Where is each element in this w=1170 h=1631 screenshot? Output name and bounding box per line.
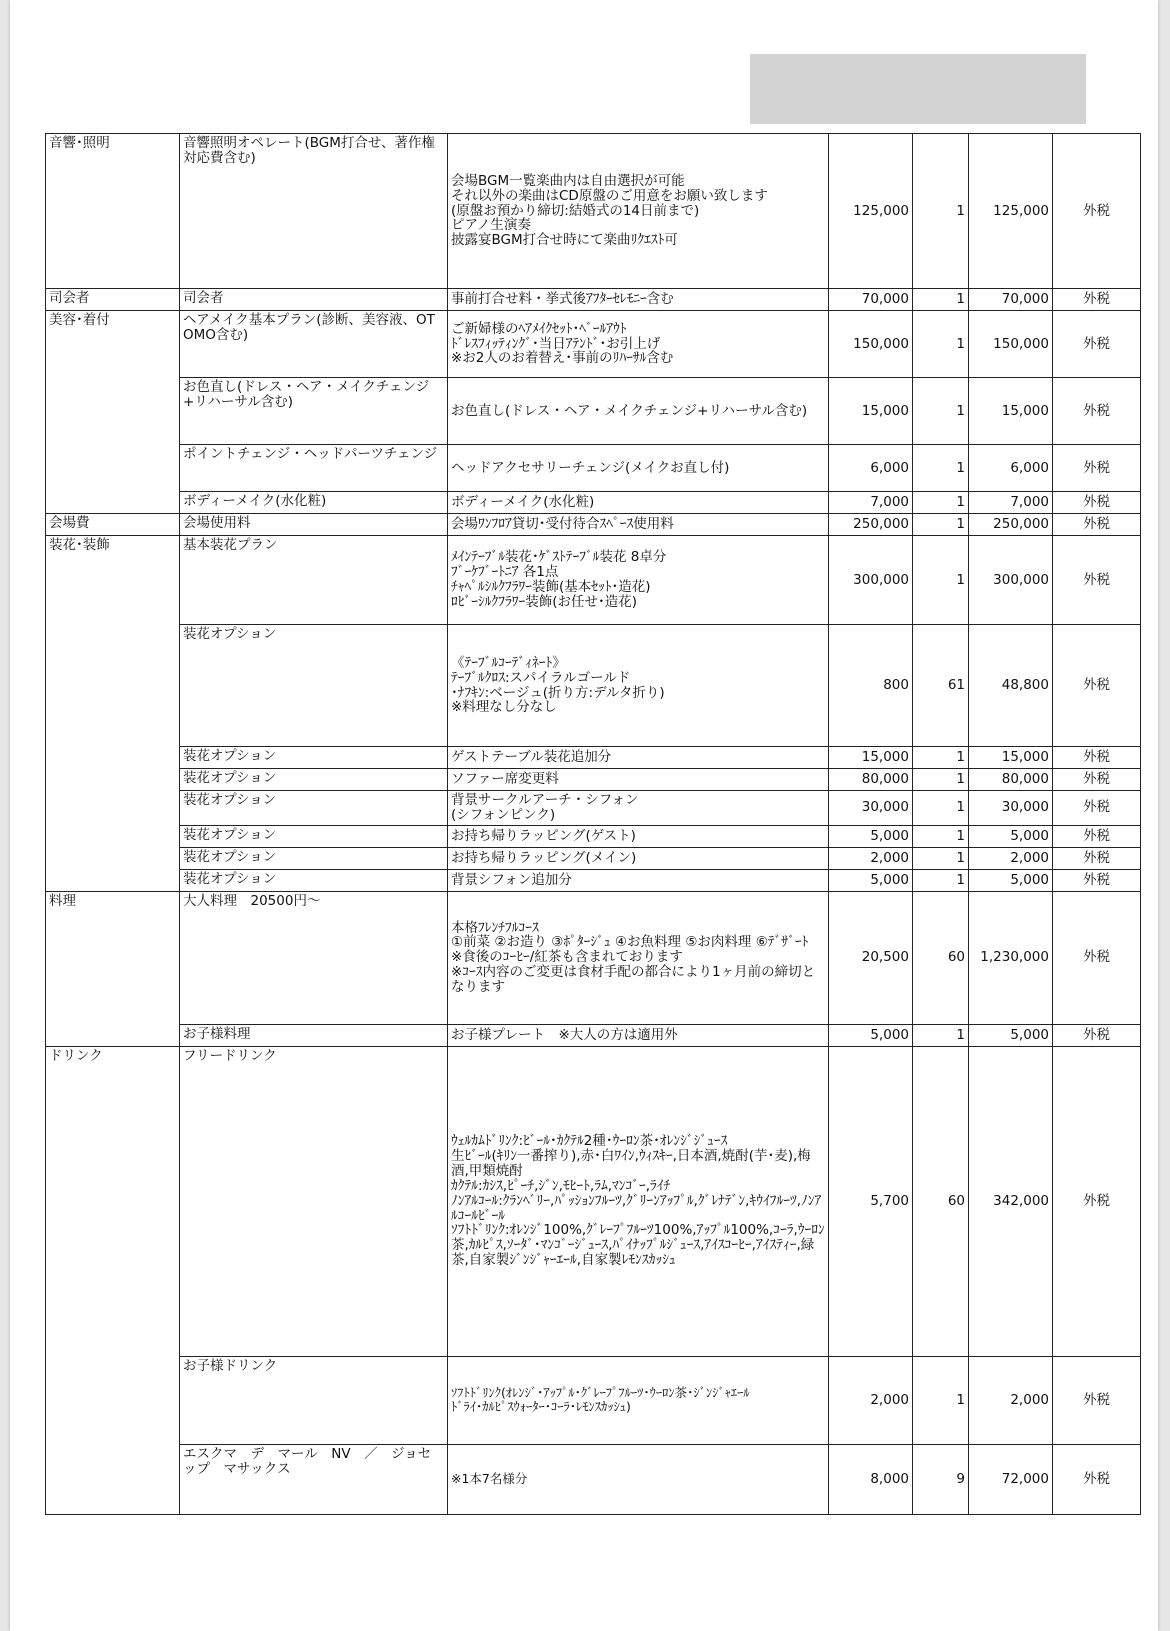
amount-cell: 5,000 — [969, 1024, 1053, 1046]
table-row — [46, 1046, 1141, 1356]
description-cell: ｿﾌﾄﾄﾞﾘﾝｸ(ｵﾚﾝｼﾞ･ｱｯﾌﾟﾙ･ｸﾞﾚｰﾌﾟﾌﾙｰﾂ･ｳｰﾛﾝ茶･ｼﾞﾝｼﾞｬｴｰﾙ ﾄﾞﾗｲ･ｶﾙﾋﾟｽｳｫｰﾀｰ･ｺｰﾗ･ﾚﾓﾝｽｶｯｼｭ) — [448, 1356, 829, 1444]
tax-cell: 外税 — [1053, 1444, 1141, 1514]
item-cell: お子様ドリンク — [180, 1356, 448, 1444]
unit-price-cell: 300,000 — [829, 536, 913, 625]
description-cell: お子様プレート ※大人の方は適用外 — [448, 1024, 829, 1046]
unit-price-cell: 20,500 — [829, 891, 913, 1024]
description-cell: 背景シフォン追加分 — [448, 869, 829, 891]
item-cell: 装花オプション — [180, 791, 448, 826]
amount-cell: 150,000 — [969, 311, 1053, 378]
amount-cell: 5,000 — [969, 869, 1053, 891]
tax-cell: 外税 — [1053, 625, 1141, 747]
description-cell: ボディーメイク(水化粧) — [448, 492, 829, 514]
item-cell: フリードリンク — [180, 1046, 448, 1356]
tax-cell: 外税 — [1053, 869, 1141, 891]
table-row — [46, 289, 1141, 311]
amount-cell: 342,000 — [969, 1046, 1053, 1356]
amount-cell: 30,000 — [969, 791, 1053, 826]
tax-cell: 外税 — [1053, 1356, 1141, 1444]
amount-cell: 70,000 — [969, 289, 1053, 311]
category-cell: 装花･装飾 — [46, 536, 180, 892]
unit-price-cell: 5,000 — [829, 869, 913, 891]
tax-cell: 外税 — [1053, 891, 1141, 1024]
quantity-cell: 61 — [913, 625, 969, 747]
unit-price-cell: 80,000 — [829, 769, 913, 791]
table-row — [46, 625, 1141, 747]
item-cell: 音響照明オペレート(BGM打合せ、著作権対応費含む) — [180, 134, 448, 289]
tax-cell: 外税 — [1053, 514, 1141, 536]
item-cell: エスクマ デ マール NV ／ ジョセップ マサックス — [180, 1444, 448, 1514]
description-cell: 事前打合せ料・挙式後ｱﾌﾀｰｾﾚﾓﾆｰ含む — [448, 289, 829, 311]
unit-price-cell: 8,000 — [829, 1444, 913, 1514]
quantity-cell: 1 — [913, 311, 969, 378]
quantity-cell: 1 — [913, 514, 969, 536]
amount-cell: 48,800 — [969, 625, 1053, 747]
tax-cell: 外税 — [1053, 1024, 1141, 1046]
category-cell: 会場費 — [46, 514, 180, 536]
table-row — [46, 747, 1141, 769]
unit-price-cell: 7,000 — [829, 492, 913, 514]
item-cell: お子様料理 — [180, 1024, 448, 1046]
quantity-cell: 1 — [913, 378, 969, 445]
unit-price-cell: 2,000 — [829, 847, 913, 869]
tax-cell: 外税 — [1053, 825, 1141, 847]
unit-price-cell: 150,000 — [829, 311, 913, 378]
amount-cell: 15,000 — [969, 747, 1053, 769]
tax-cell: 外税 — [1053, 492, 1141, 514]
tax-cell: 外税 — [1053, 536, 1141, 625]
table-row — [46, 1356, 1141, 1444]
unit-price-cell: 5,000 — [829, 825, 913, 847]
amount-cell: 250,000 — [969, 514, 1053, 536]
item-cell: 装花オプション — [180, 869, 448, 891]
quantity-cell: 9 — [913, 1444, 969, 1514]
item-cell: お色直し(ドレス・ヘア・メイクチェンジ+リハーサル含む) — [180, 378, 448, 445]
table-row — [46, 378, 1141, 445]
amount-cell: 5,000 — [969, 825, 1053, 847]
category-cell: 音響･照明 — [46, 134, 180, 289]
quantity-cell: 1 — [913, 825, 969, 847]
description-cell: お持ち帰りラッピング(ゲスト) — [448, 825, 829, 847]
amount-cell: 80,000 — [969, 769, 1053, 791]
unit-price-cell: 5,000 — [829, 1024, 913, 1046]
unit-price-cell: 15,000 — [829, 378, 913, 445]
category-cell: 料理 — [46, 891, 180, 1046]
unit-price-cell: 125,000 — [829, 134, 913, 289]
unit-price-cell: 250,000 — [829, 514, 913, 536]
quantity-cell: 1 — [913, 492, 969, 514]
unit-price-cell: 800 — [829, 625, 913, 747]
amount-cell: 1,230,000 — [969, 891, 1053, 1024]
category-cell: 司会者 — [46, 289, 180, 311]
tax-cell: 外税 — [1053, 747, 1141, 769]
category-cell: ドリンク — [46, 1046, 180, 1514]
quantity-cell: 1 — [913, 1024, 969, 1046]
table-row — [46, 492, 1141, 514]
description-cell: お色直し(ドレス・ヘア・メイクチェンジ+リハーサル含む) — [448, 378, 829, 445]
item-cell: 装花オプション — [180, 769, 448, 791]
table-row — [46, 769, 1141, 791]
quantity-cell: 1 — [913, 791, 969, 826]
quantity-cell: 1 — [913, 1356, 969, 1444]
table-row — [46, 134, 1141, 289]
item-cell: 会場使用料 — [180, 514, 448, 536]
description-cell: ゲストテーブル装花追加分 — [448, 747, 829, 769]
quantity-cell: 60 — [913, 1046, 969, 1356]
quantity-cell: 1 — [913, 847, 969, 869]
quantity-cell: 1 — [913, 445, 969, 492]
amount-cell: 7,000 — [969, 492, 1053, 514]
tax-cell: 外税 — [1053, 289, 1141, 311]
description-cell: 会場BGM一覧楽曲内は自由選択が可能 それ以外の楽曲はCD原盤のご用意をお願い致します (原盤お預かり締切:結婚式の14日前まで) ピアノ生演奏 披露宴BGM打合せ時にて楽曲ﾘｸｴｽﾄ可 — [448, 134, 829, 289]
category-cell: 美容･着付 — [46, 311, 180, 514]
description-cell: ご新婦様のﾍｱﾒｲｸｾｯﾄ･ﾍﾞｰﾙｱｳﾄ ﾄﾞﾚｽﾌｨｯﾃｨﾝｸﾞ･当日ｱﾃﾝﾄﾞ･お引上げ ※お2人のお着替え･事前のﾘﾊｰｻﾙ含む — [448, 311, 829, 378]
table-row — [46, 514, 1141, 536]
description-cell: 会場ﾜﾝﾌﾛｱ貸切･受付待合ｽﾍﾟｰｽ使用料 — [448, 514, 829, 536]
item-cell: 装花オプション — [180, 625, 448, 747]
unit-price-cell: 70,000 — [829, 289, 913, 311]
unit-price-cell: 2,000 — [829, 1356, 913, 1444]
document-page — [10, 0, 1158, 1631]
quantity-cell: 1 — [913, 869, 969, 891]
item-cell: ヘアメイク基本プラン(診断、美容液、OTOMO含む) — [180, 311, 448, 378]
amount-cell: 6,000 — [969, 445, 1053, 492]
quantity-cell: 1 — [913, 134, 969, 289]
table-row — [46, 825, 1141, 847]
quantity-cell: 1 — [913, 747, 969, 769]
unit-price-cell: 6,000 — [829, 445, 913, 492]
quantity-cell: 1 — [913, 289, 969, 311]
unit-price-cell: 5,700 — [829, 1046, 913, 1356]
tax-cell: 外税 — [1053, 847, 1141, 869]
redacted-area — [750, 54, 1086, 124]
table-row — [46, 791, 1141, 826]
tax-cell: 外税 — [1053, 1046, 1141, 1356]
amount-cell: 125,000 — [969, 134, 1053, 289]
estimate-table — [45, 133, 1141, 1515]
quantity-cell: 1 — [913, 536, 969, 625]
amount-cell: 72,000 — [969, 1444, 1053, 1514]
tax-cell: 外税 — [1053, 134, 1141, 289]
description-cell: 背景サークルアーチ・シフォン (シフォンピンク) — [448, 791, 829, 826]
description-cell: ｳｪﾙｶﾑﾄﾞﾘﾝｸ:ﾋﾞｰﾙ･ｶｸﾃﾙ2種･ｳｰﾛﾝ茶･ｵﾚﾝｼﾞｼﾞｭｰｽ 生ﾋﾞｰﾙ(ｷﾘﾝ一番搾り),赤･白ﾜｲﾝ,ｳｨｽｷｰ,日本酒,焼酎(芋･麦),梅酒,甲類焼酎 ｶｸﾃﾙ:ｶｼｽ,ﾋﾟｰﾁ,ｼﾞﾝ,ﾓﾋｰﾄ,ﾗﾑ,ﾏﾝｺﾞｰ,ﾗｲﾁ ﾉﾝｱﾙｺｰﾙ:ｸﾗﾝﾍﾞﾘｰ,ﾊﾟｯｼｮﾝﾌﾙｰﾂ,ｸﾞﾘｰﾝｱｯﾌﾟﾙ,ｸﾞﾚﾅﾃﾞﾝ,ｷｳｲﾌﾙｰﾂ,ﾉﾝｱﾙｺｰﾙﾋﾞｰﾙ ｿﾌﾄﾄﾞﾘﾝｸ:ｵﾚﾝｼﾞ100%,ｸﾞﾚｰﾌﾟﾌﾙｰﾂ100%,ｱｯﾌﾟﾙ100%,ｺｰﾗ,ｳｰﾛﾝ茶,ｶﾙﾋﾟｽ,ｿｰﾀﾞ･ﾏﾝｺﾞｰｼﾞｭｰｽ,ﾊﾟｲﾅｯﾌﾟﾙｼﾞｭｰｽ,ｱｲｽｺｰﾋｰ,ｱｲｽﾃｨｰ,緑茶,自家製ｼﾞﾝｼﾞｬｰｴｰﾙ,自家製ﾚﾓﾝｽｶｯｼｭ — [448, 1046, 829, 1356]
table-row — [46, 311, 1141, 378]
tax-cell: 外税 — [1053, 769, 1141, 791]
table-row — [46, 869, 1141, 891]
table-row — [46, 536, 1141, 625]
description-cell: ソファー席変更料 — [448, 769, 829, 791]
tax-cell: 外税 — [1053, 445, 1141, 492]
table-row — [46, 847, 1141, 869]
quantity-cell: 1 — [913, 769, 969, 791]
table-row — [46, 1024, 1141, 1046]
unit-price-cell: 15,000 — [829, 747, 913, 769]
unit-price-cell: 30,000 — [829, 791, 913, 826]
description-cell: ヘッドアクセサリーチェンジ(メイクお直し付) — [448, 445, 829, 492]
item-cell: ボディーメイク(水化粧) — [180, 492, 448, 514]
description-cell: お持ち帰りラッピング(メイン) — [448, 847, 829, 869]
amount-cell: 300,000 — [969, 536, 1053, 625]
item-cell: 基本装花プラン — [180, 536, 448, 625]
table-row — [46, 445, 1141, 492]
item-cell: 装花オプション — [180, 747, 448, 769]
tax-cell: 外税 — [1053, 311, 1141, 378]
item-cell: 装花オプション — [180, 825, 448, 847]
table-row — [46, 1444, 1141, 1514]
amount-cell: 15,000 — [969, 378, 1053, 445]
item-cell: 装花オプション — [180, 847, 448, 869]
description-cell: 《ﾃｰﾌﾞﾙｺｰﾃﾞｨﾈｰﾄ》 ﾃｰﾌﾞﾙｸﾛｽ:スパイラルゴールド ･ﾅﾌｷﾝ:ベージュ(折り方:デルタ折り) ※料理なし分なし — [448, 625, 829, 747]
amount-cell: 2,000 — [969, 847, 1053, 869]
quantity-cell: 60 — [913, 891, 969, 1024]
table-row — [46, 891, 1141, 1024]
amount-cell: 2,000 — [969, 1356, 1053, 1444]
item-cell: 司会者 — [180, 289, 448, 311]
tax-cell: 外税 — [1053, 791, 1141, 826]
description-cell: ﾒｲﾝﾃｰﾌﾞﾙ装花･ｹﾞｽﾄﾃｰﾌﾞﾙ装花 8卓分 ﾌﾞｰｹﾌﾞｰﾄﾆｱ 各1点 ﾁｬﾍﾟﾙｼﾙｸﾌﾗﾜｰ装飾(基本ｾｯﾄ･造花) ﾛﾋﾞｰｼﾙｸﾌﾗﾜｰ装飾(お任せ･造花) — [448, 536, 829, 625]
description-cell: ※1本7名様分 — [448, 1444, 829, 1514]
item-cell: ポイントチェンジ・ヘッドパーツチェンジ — [180, 445, 448, 492]
description-cell: 本格ﾌﾚﾝﾁﾌﾙｺｰｽ ①前菜 ②お造り ③ﾎﾟﾀｰｼﾞｭ ④お魚料理 ⑤お肉料理 ⑥ﾃﾞｻﾞｰﾄ ※食後のｺｰﾋｰ/紅茶も含まれております ※ｺｰｽ内容のご変更は食材手配の都合により1ヶ月前の締切となります — [448, 891, 829, 1024]
tax-cell: 外税 — [1053, 378, 1141, 445]
item-cell: 大人料理 20500円～ — [180, 891, 448, 1024]
